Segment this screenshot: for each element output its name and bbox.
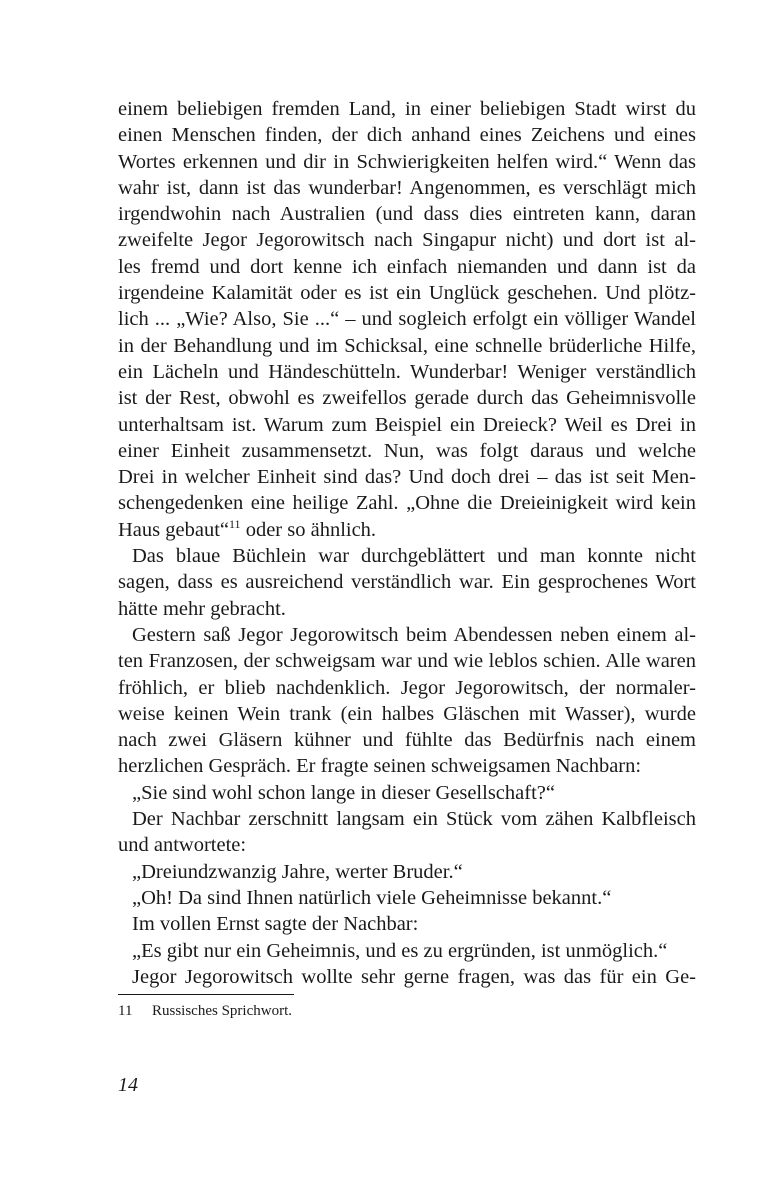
text-line-content: Der Nachbar zerschnitt langsam ein Stück vom zähen Kalbfleisch	[132, 808, 696, 831]
text-line-content: zweifelte Jegor Jegorowitsch nach Singapur nicht) und dort ist al-	[118, 229, 696, 252]
text-line	[118, 648, 696, 674]
page-number: 14	[118, 1074, 138, 1096]
text-line	[118, 727, 696, 753]
text-line-content: schengedenken eine heilige Zahl. „Ohne die Dreieinigkeit wird kein	[118, 492, 696, 515]
text-line	[118, 964, 696, 990]
text-line-content: lich ... „Wie? Also, Sie ...“ – und sogleich erfolgt ein völliger Wandel	[118, 308, 696, 331]
text-line-content: Gestern saß Jegor Jegorowitsch beim Abendessen neben einem al-	[132, 623, 696, 646]
text-line-content: Haus gebaut“	[118, 518, 229, 541]
text-line-content: einer Einheit zusammensetzt. Nun, was folgt daraus und welche	[118, 439, 696, 462]
text-line-content: herzlichen Gespräch. Er fragte seinen schweigsamen Nachbarn:	[118, 755, 642, 778]
text-line-content: in der Behandlung und im Schicksal, eine schnelle brüderliche Hilfe,	[118, 334, 696, 357]
text-line-content: weise keinen Wein trank (ein halbes Gläschen mit Wasser), wurde	[118, 702, 696, 725]
text-line-content: „Dreiundzwanzig Jahre, werter Bruder.“	[132, 860, 463, 883]
text-line	[118, 254, 696, 280]
footnote-divider	[118, 994, 294, 995]
body-text	[118, 96, 696, 990]
text-line-content: einem beliebigen fremden Land, in einer beliebigen Stadt wirst du	[118, 98, 696, 120]
text-line	[118, 385, 696, 411]
text-line	[118, 412, 696, 438]
text-line	[118, 753, 696, 779]
text-line-content: hätte mehr gebracht.	[118, 597, 286, 620]
text-line-content: ten Franzosen, der schweigsam war und wie leblos schien. Alle waren	[118, 650, 696, 673]
text-line-content: irgendwohin nach Australien (und dass dies eintreten kann, daran	[118, 203, 696, 226]
text-line-content: wahr ist, dann ist das wunderbar! Angenommen, es verschlägt mich	[118, 176, 696, 199]
text-line	[118, 149, 696, 175]
text-line	[118, 832, 696, 858]
text-line	[118, 201, 696, 227]
text-line-content: „Es gibt nur ein Geheimnis, und es zu ergründen, ist unmöglich.“	[132, 939, 668, 962]
text-line	[118, 490, 696, 516]
text-line	[118, 780, 696, 806]
text-line	[118, 359, 696, 385]
text-line-content: Im vollen Ernst sagte der Nachbar:	[132, 913, 419, 936]
text-line	[118, 517, 696, 543]
text-line-content: ein Lächeln und Händeschütteln. Wunderbar! Weniger verständlich	[118, 360, 696, 383]
text-line	[118, 543, 696, 569]
text-line	[118, 622, 696, 648]
text-line-content: sagen, dass es ausreichend verständlich war. Ein gesprochenes Wort	[118, 571, 696, 594]
text-line-content: Wortes erkennen und dir in Schwierigkeiten helfen wird.“ Wenn das	[118, 150, 696, 173]
text-line	[118, 859, 696, 885]
text-line-content: Jegor Jegorowitsch wollte sehr gerne fragen, was das für ein Ge-	[132, 965, 696, 988]
text-line-content: und antwortete:	[118, 834, 247, 857]
text-line-content: les fremd und dort kenne ich einfach niemanden und dann ist da	[118, 255, 696, 278]
text-line	[118, 885, 696, 911]
text-line	[118, 306, 696, 332]
text-line-continuation: oder so ähnlich.	[240, 518, 377, 541]
text-line-content: Drei in welcher Einheit sind das? Und doch drei – das ist seit Men-	[118, 466, 696, 489]
text-line	[118, 911, 696, 937]
text-line	[118, 175, 696, 201]
text-line	[118, 675, 696, 701]
text-line-content: ist der Rest, obwohl es zweifellos gerade durch das Geheimnisvolle	[118, 387, 696, 410]
footnote	[118, 1001, 292, 1021]
text-line-content: „Sie sind wohl schon lange in dieser Gesellschaft?“	[132, 781, 555, 804]
text-line	[118, 280, 696, 306]
text-line-content: unterhaltsam ist. Warum zum Beispiel ein Dreieck? Weil es Drei in	[118, 413, 696, 436]
text-line	[118, 806, 696, 832]
text-line-content: nach zwei Gläsern kühner und fühlte das Bedürfnis nach einem	[118, 729, 696, 752]
text-line	[118, 333, 696, 359]
text-line	[118, 701, 696, 727]
text-line	[118, 596, 696, 622]
text-line	[118, 122, 696, 148]
text-line-content: irgendeine Kalamität oder es ist ein Unglück geschehen. Und plötz-	[118, 282, 696, 305]
text-line	[118, 227, 696, 253]
text-line-content: Das blaue Büchlein war durchgeblättert und man konnte nicht	[132, 545, 696, 568]
text-line-content: „Oh! Da sind Ihnen natürlich viele Geheimnisse bekannt.“	[132, 886, 612, 909]
footnote-number: 11	[118, 1003, 133, 1019]
text-line	[118, 938, 696, 964]
text-line-content: fröhlich, er blieb nachdenklich. Jegor Jegorowitsch, der normaler-	[118, 676, 696, 699]
text-line	[118, 464, 696, 490]
footnote-reference: 11	[229, 516, 241, 531]
text-line	[118, 569, 696, 595]
text-line-content: einen Menschen finden, der dich anhand eines Zeichens und eines	[118, 124, 696, 147]
text-line	[118, 438, 696, 464]
footnote-text: Russisches Sprichwort.	[152, 1003, 292, 1019]
text-line	[118, 96, 696, 122]
